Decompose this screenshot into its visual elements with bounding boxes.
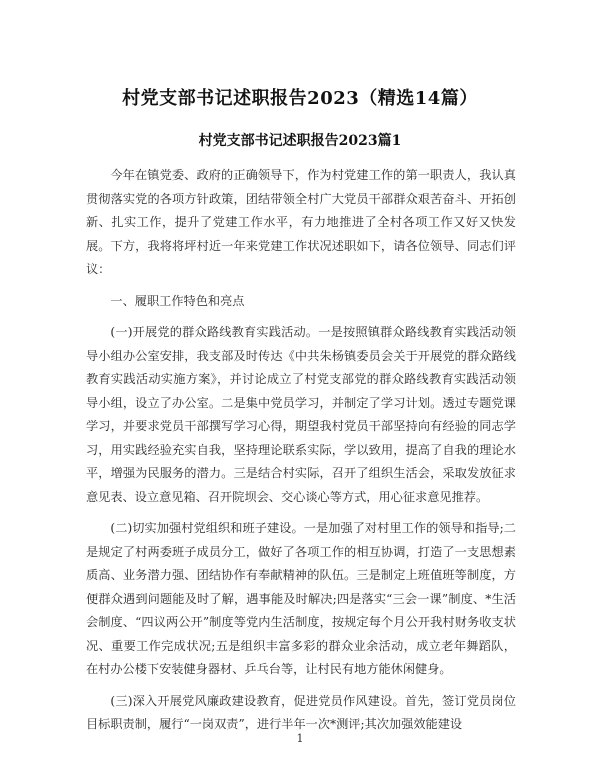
paragraph-item-1: (一)开展党的群众路线教育实践活动。一是按照镇群众路线教育实践活动领导小组办公室安排，我支部及时传达《中共朱杨镇委员会关于开展党的群众路线教育实践活动实施方案》，并讨论成立了村党支部党的群众路线教育实践活动领导小组，设立了办公室。二是集中党员学习，并制定了学习计划。透过专题党课学习，并要求党员干部撰写学习心得，期望我村党员干部坚持向有经验的同志学习，用实践经验充实自我，坚持理论联系实际，学以致用，提高了自我的理论水平，增强为民服务的潜力。三是结合村实际，召开了组织生活会，采取发放征求意见表、设立意见箱、召开院坝会、交心谈心等方式，用心征求意见推荐。: [86, 325, 516, 504]
document-title: 村党支部书记述职报告2023（精选14篇）: [122, 88, 478, 109]
document-body: [86, 164, 516, 745]
paragraph-item-2: (二)切实加强村党组织和班子建设。一是加强了对村里工作的领导和指导;二是规定了村两委班子成员分工，做好了各项工作的相互协调，打造了一支思想素质高、业务潜力强、团结协作有奉献精神的队伍。三是制定上班值班等制度，方便群众遇到问题能及时了解，遇事能及时解决;四是落实“三会一课”制度、*生活会制度、“四议两公开”制度等党内生活制度，按规定每个月公开我村财务收支状况、重要工作完成状况;五是组织丰富多彩的群众业余活动，成立老年舞蹈队，在村办公楼下安装健身器材、乒乓台等，让村民有地方能休闲健身。: [86, 521, 516, 676]
section-heading: 一、履职工作特色和亮点: [110, 293, 245, 308]
paragraph-intro: 今年在镇党委、政府的正确领导下，作为村党建工作的第一职责人，我认真贯彻落实党的各项方针政策，团结带领全村广大党员干部群众艰苦奋斗、开拓创新、扎实工作，提升了党建工作水平，有力地推进了全村各项工作又好又快发展。下方，我将将坪村近一年来党建工作状况述职如下，请各位领导、同志们评议：: [86, 168, 516, 276]
paragraph-item-3: (三)深入开展党风廉政建设教育，促进党员作风建设。首先，签订党员岗位目标职责制，履行“一岗双责”，进行半年一次*测评;其次加强效能建设: [86, 693, 516, 731]
section-subtitle: 村党支部书记述职报告2023篇1: [198, 133, 402, 149]
page-number: 1: [296, 732, 304, 745]
